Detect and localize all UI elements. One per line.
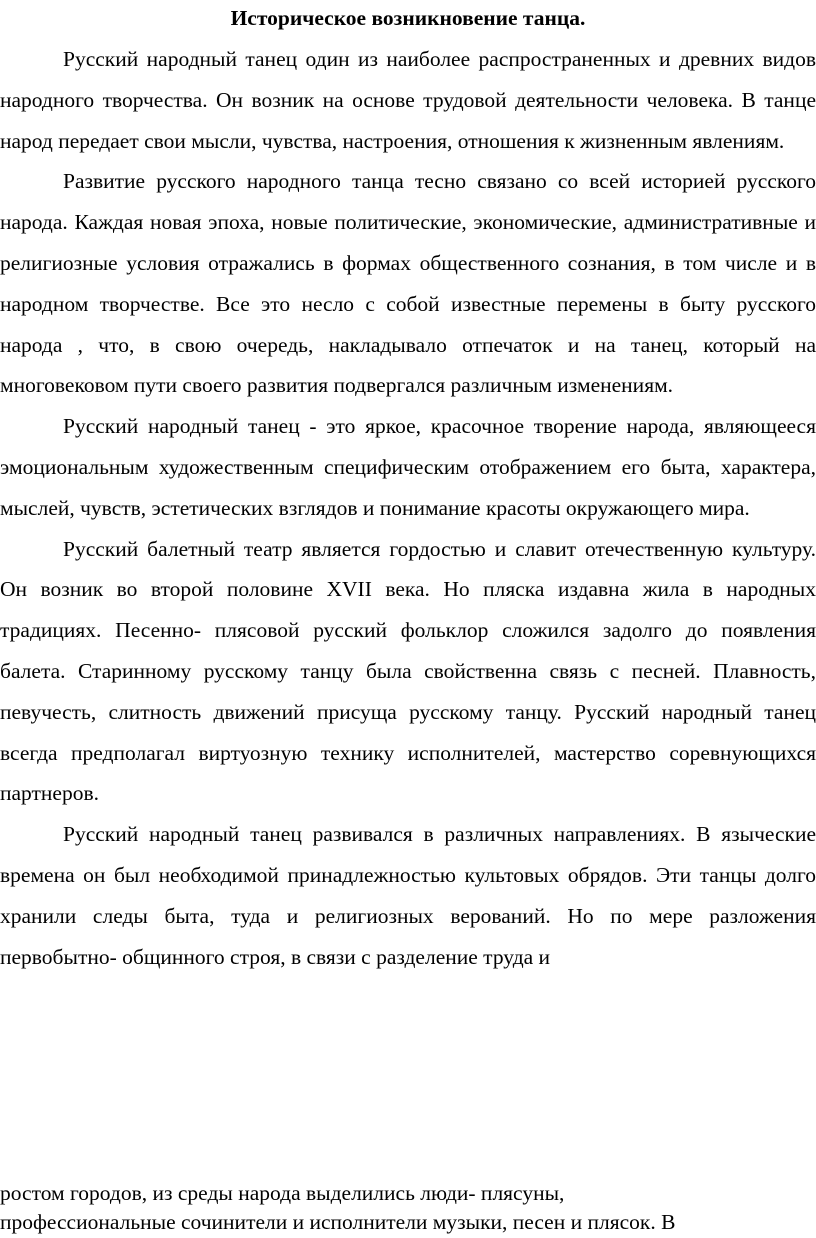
- paragraph-2: Развитие русского народного танца тесно связано со всей историей русского народа. Каждая новая эпоха, новые политические, экономические, административные и религиозные условия отражались в формах общественного сознания, в том числе и в народном творчестве. Все это несло с собой известные перемены в быту русского народа , что, в свою очередь, накладывало отпечаток и на танец, который на многовековом пути своего развития подвергался различным изменениям.: [0, 169, 816, 398]
- document-title: Историческое возникновение танца.: [230, 6, 586, 30]
- continuation-line-1: ростом городов, из среды народа выделились люди- плясуны,: [0, 1181, 565, 1205]
- paragraph-3: Русский народный танец - это яркое, красочное творение народа, являющееся эмоциональным художественным специфическим отображением его быта, характера, мыслей, чувств, эстетических взглядов и понимание красоты окружающего мира.: [0, 414, 816, 520]
- document-body: [0, 39, 816, 977]
- paragraph-1: Русский народный танец один из наиболее распространенных и древних видов народного творчества. Он возник на основе трудовой деятельности человека. В танце народ передает свои мысли, чувства, настроения, отношения к жизненным явлениям.: [0, 47, 816, 153]
- continuation-line-2: профессиональные сочинители и исполнители музыки, песен и плясок. В: [0, 1209, 676, 1234]
- paragraph-4: Русский балетный театр является гордостью и славит отечественную культуру. Он возник во второй половине XVII века. Но пляска издавна жила в народных традициях. Песенно- плясовой русский фольклор сложился задолго до появления балета. Старинному русскому танцу была свойственна связь с песней. Плавность, певучесть, слитность движений присуща русскому танцу. Русский народный танец всегда предполагал виртуозную технику исполнителей, мастерство соревнующихся партнеров.: [0, 536, 816, 806]
- paragraph-5: Русский народный танец развивался в различных направлениях. В языческие времена он был необходимой принадлежностью культовых обрядов. Эти танцы долго хранили следы быта, туда и религиозных верований. Но по мере разложения первобытно- общинного строя, в связи с разделение труда и: [0, 822, 816, 969]
- continuation-text: [0, 1179, 816, 1236]
